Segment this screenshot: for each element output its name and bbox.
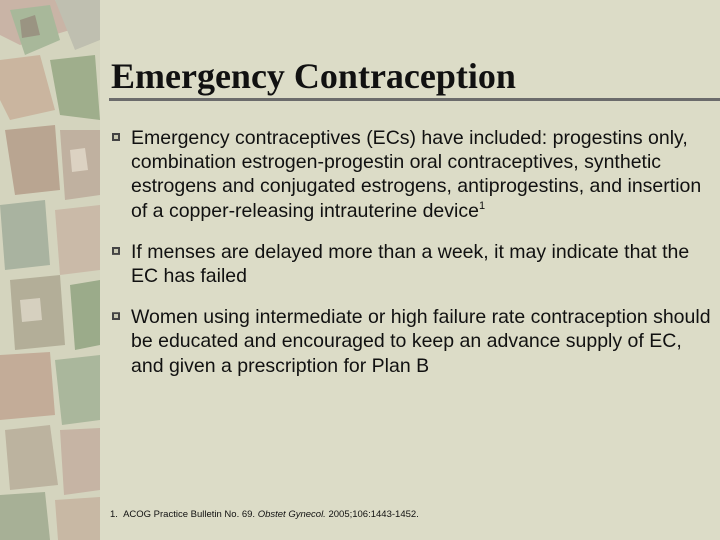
decorative-tile-band (0, 0, 100, 540)
footnote-citation: ACOG Practice Bulletin No. 69. (123, 509, 256, 520)
bullet-square-icon (112, 312, 120, 320)
bullet-list (112, 126, 712, 395)
footnote-number: 1. (110, 509, 118, 520)
bullet-text: Women using intermediate or high failure rate contraception should be educated and encouraged to keep an advance supply of EC, and given a prescription for Plan B (131, 306, 711, 377)
bullet-text: If menses are delayed more than a week, it may indicate that the EC has failed (131, 240, 690, 288)
title-divider (109, 98, 720, 101)
footnote-citation-details: 2005;106:1443-1452. (328, 509, 419, 520)
bullet-item (112, 305, 712, 378)
footnote (110, 509, 419, 520)
bullet-item (112, 126, 712, 223)
slide-title: Emergency Contraception (111, 56, 516, 96)
bullet-square-icon (112, 247, 120, 255)
footnote-journal: Obstet Gynecol. (257, 509, 326, 520)
bullet-item (112, 240, 712, 288)
bullet-text: Emergency contraceptives (ECs) have included: progestins only, combination estrogen-progestin oral contraceptives, synthetic estrogens and conjugated estrogens, antiprogestins, and insertion of a copper-releasing intrauterine device (131, 127, 702, 222)
bullet-square-icon (112, 133, 120, 141)
footnote-reference: 1 (478, 199, 486, 212)
